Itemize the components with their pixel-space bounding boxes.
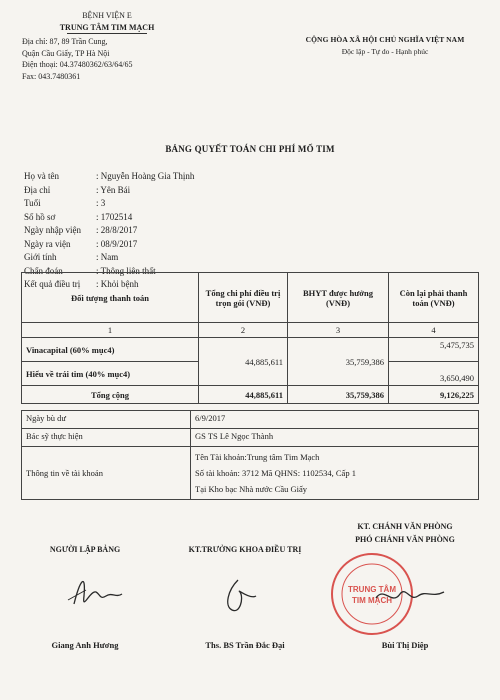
table-row xyxy=(22,338,479,362)
info-key: Kết quả điều trị xyxy=(24,279,81,289)
total-cost-cell: 44,885,611 xyxy=(199,338,288,386)
office-role-line-2: PHÓ CHÁNH VĂN PHÒNG xyxy=(355,535,455,544)
preparer-signature xyxy=(60,560,130,620)
account-number: Số tài khoản: 3712 Mã QHNS: 1102534, Cấp 1 xyxy=(195,468,356,478)
col-number: 4 xyxy=(389,323,479,338)
detail-label: Thông tin về tài khoản xyxy=(22,447,191,500)
info-value: : 1702514 xyxy=(96,211,133,222)
info-row xyxy=(24,197,194,211)
col-number: 2 xyxy=(199,323,288,338)
info-key: Số hồ sơ xyxy=(24,211,56,222)
payer-label: Vinacapital (60% mục4) xyxy=(22,338,199,362)
table-header-row xyxy=(22,273,479,323)
hospital-name: BỆNH VIỆN E xyxy=(82,11,132,20)
national-title: CỘNG HÒA XÃ HỘI CHỦ NGHĨA VIỆT NAM xyxy=(305,35,465,44)
national-motto: Độc lập - Tự do - Hạnh phúc xyxy=(341,47,429,56)
account-name: Tên Tài khoản:Trung tâm Tim Mạch xyxy=(195,452,320,462)
details-row xyxy=(22,411,479,429)
info-value: : 08/9/2017 xyxy=(96,238,138,249)
info-value: : 3 xyxy=(96,198,106,208)
remaining-cell: 3,650,490 xyxy=(389,362,479,386)
column-number-row xyxy=(22,323,479,338)
address-line-2: Quận Cầu Giấy, TP Hà Nội xyxy=(22,48,110,58)
address-line-1: Địa chỉ: 87, 89 Trần Cung, xyxy=(22,37,108,46)
office-role xyxy=(320,520,490,546)
payment-table xyxy=(21,272,479,404)
total-cost-sum: 44,885,611 xyxy=(199,386,288,404)
info-key: Giới tính xyxy=(24,252,57,262)
insurance-cell: 35,759,386 xyxy=(288,338,389,386)
detail-value: GS TS Lê Ngọc Thành xyxy=(191,429,479,447)
col-header-payer: Đối tượng thanh toán xyxy=(22,273,199,323)
info-row xyxy=(24,211,194,225)
account-bank: Tại Kho bạc Nhà nước Cầu Giấy xyxy=(195,484,308,494)
total-row xyxy=(22,386,479,404)
detail-label: Bác sỹ thực hiện xyxy=(22,429,191,447)
office-name: Bùi Thị Diệp xyxy=(381,640,429,650)
col-number: 3 xyxy=(288,323,389,338)
info-key: Tuổi xyxy=(24,198,41,208)
payer-label: Hiểu về trái tim (40% mục4) xyxy=(22,362,199,386)
remaining-cell: 5,475,735 xyxy=(389,338,479,362)
remaining-sum: 9,126,225 xyxy=(389,386,479,404)
account-info xyxy=(191,447,479,500)
info-value: : 28/8/2017 xyxy=(96,225,138,235)
total-label: Tổng cộng xyxy=(22,386,199,404)
department-signature xyxy=(210,570,270,620)
info-key: Họ và tên xyxy=(24,171,59,181)
info-key: Chẩn đoán xyxy=(24,265,63,276)
details-row xyxy=(22,429,479,447)
col-number: 1 xyxy=(22,323,199,338)
col-header-total: Tổng chi phí điều trị trọn gói (VNĐ) xyxy=(199,273,288,323)
insurance-sum: 35,759,386 xyxy=(288,386,389,404)
info-value: : Nguyễn Hoàng Gia Thịnh xyxy=(96,171,195,181)
info-value: : Thông liên thất xyxy=(96,265,156,276)
office-role-line-1: KT. CHÁNH VĂN PHÒNG xyxy=(357,522,453,531)
detail-label: Ngày bù dư xyxy=(22,411,191,429)
info-row xyxy=(24,170,194,184)
info-row xyxy=(24,251,194,265)
details-table xyxy=(21,410,479,500)
info-row xyxy=(24,184,194,198)
info-row xyxy=(24,224,194,238)
office-signature xyxy=(370,576,450,616)
col-header-insurance: BHYT được hưởng (VNĐ) xyxy=(288,273,389,323)
info-row xyxy=(24,238,194,252)
header-underline xyxy=(67,33,147,34)
center-name: TRUNG TÂM TIM MẠCH xyxy=(59,22,155,32)
preparer-name: Giang Anh Hương xyxy=(51,640,119,650)
info-key: Ngày nhập viện xyxy=(24,225,81,235)
info-value: : Yên Bái xyxy=(96,184,131,195)
info-value: : Khỏi bệnh xyxy=(96,279,139,289)
info-key: Địa chỉ xyxy=(24,184,51,195)
department-name: Ths. BS Trần Đắc Đại xyxy=(205,640,285,650)
preparer-role: NGƯỜI LẬP BẢNG xyxy=(49,545,121,554)
department-role: KT.TRƯỞNG KHOA ĐIỀU TRỊ xyxy=(188,545,302,554)
document-title: BẢNG QUYẾT TOÁN CHI PHÍ MỔ TIM xyxy=(165,144,335,154)
col-header-remaining: Còn lại phải thanh toán (VNĐ) xyxy=(389,273,479,323)
national-header xyxy=(285,34,485,58)
fax-line: Fax: 043.7480361 xyxy=(22,71,81,81)
stamp-text-2: TIM MẠCH xyxy=(352,596,392,605)
detail-value: 6/9/2017 xyxy=(191,411,479,429)
stamp-text-1: TRUNG TÂM xyxy=(348,585,396,594)
info-key: Ngày ra viện xyxy=(24,238,71,249)
details-row xyxy=(22,447,479,500)
phone-line: Điện thoại: 04.37480362/63/64/65 xyxy=(22,60,133,69)
hospital-header xyxy=(22,10,192,82)
info-value: : Nam xyxy=(96,252,119,262)
